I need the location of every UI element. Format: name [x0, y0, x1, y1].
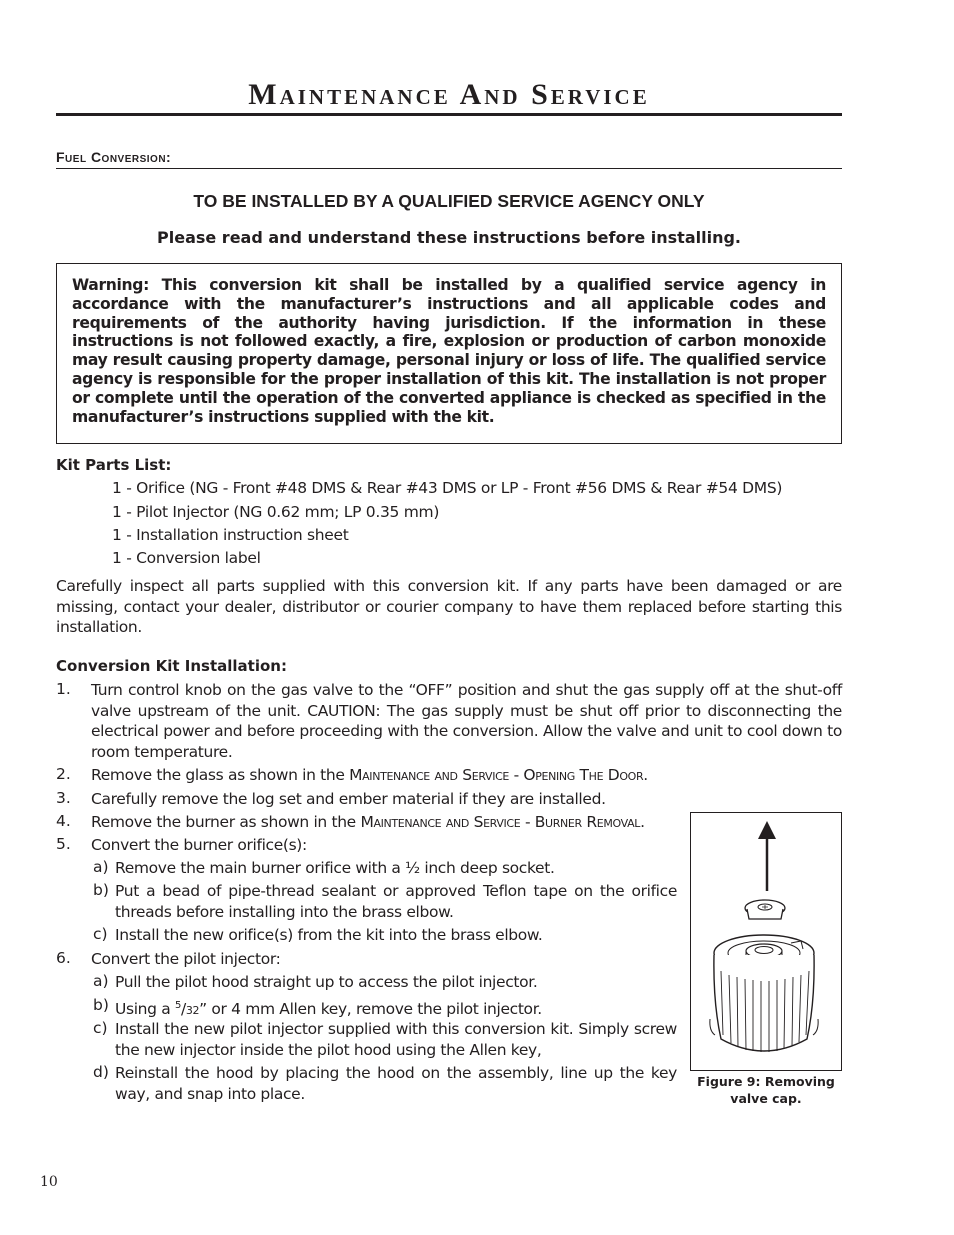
figure-valve-cap	[690, 812, 842, 1071]
step-text: Convert the burner orifice(s):	[91, 836, 307, 854]
kit-item: 1 - Conversion label	[112, 549, 261, 567]
substep-letter: c)	[93, 925, 108, 943]
qualified-agency-notice: TO BE INSTALLED BY A QUALIFIED SERVICE AGENCY ONLY	[193, 191, 705, 211]
kit-item: 1 - Orifice (NG - Front #48 DMS & Rear #43 DMS or LP - Front #56 DMS & Rear #54 DMS)	[112, 479, 783, 497]
substep-text: Pull the pilot hood straight up to access the pilot injector.	[115, 973, 538, 991]
step-text-end: .	[643, 766, 648, 784]
step-text	[91, 765, 842, 786]
kit-item: 1 - Installation instruction sheet	[112, 526, 349, 544]
substep-text-post: ” or 4 mm Allen key, remove the pilot injector.	[199, 1000, 542, 1019]
step-number: 1.	[56, 680, 71, 698]
step-text	[91, 812, 681, 833]
installation-label: Conversion Kit Installation:	[56, 657, 287, 675]
step-number: 5.	[56, 835, 71, 853]
substep-text: Reinstall the hood by placing the hood on the assembly, line up the key way, and snap into place.	[115, 1064, 677, 1103]
read-instructions-notice: Please read and understand these instructions before installing.	[157, 228, 741, 247]
substep-text: Install the new pilot injector supplied with this conversion kit. Simply screw the new injector inside the pilot hood using the Allen key,	[115, 1020, 677, 1059]
step-text: Carefully remove the log set and ember material if they are installed.	[91, 790, 606, 808]
substep-text: Put a bead of pipe-thread sealant or approved Teflon tape on the orifice threads before installing into the brass elbow.	[115, 882, 677, 921]
inspect-paragraph: Carefully inspect all parts supplied with this conversion kit. If any parts have been damaged or are missing, contact your dealer, distributor or courier company to have them replaced before starting this installation.	[56, 577, 842, 637]
substep-text: Remove the main burner orifice with a ½ inch deep socket.	[115, 859, 555, 877]
substep-text-pre: Using a	[115, 1000, 175, 1019]
step-text-main: Remove the burner as shown in the	[91, 813, 361, 831]
warning-box	[56, 263, 842, 444]
section-rule	[56, 168, 842, 169]
step-number: 4.	[56, 812, 71, 830]
fraction-slash: /	[180, 1000, 186, 1019]
figure-caption: Figure 9: Removing valve cap.	[697, 1074, 835, 1106]
substep-letter: a)	[93, 858, 109, 876]
substep-letter: b)	[93, 996, 109, 1014]
kit-item: 1 - Pilot Injector (NG 0.62 mm; LP 0.35 mm)	[112, 503, 440, 521]
step-number: 2.	[56, 765, 71, 783]
step-text-end: .	[640, 813, 645, 831]
fraction-numerator: 5	[174, 1000, 181, 1011]
title-rule	[56, 113, 842, 116]
warning-text: Warning: This conversion kit shall be installed by a qualified service agency in accordance with the manufacturer’s instructions and all applicable codes and requirements of the authority having jurisdiction. If the information in these instructions is not followed exactly, a fire, explosion or production of carbon monoxide may result causing property damage, personal injury or loss of life. The qualified service agency is responsible for the proper installation of this kit. The installation is not proper or complete until the operation of the converted appliance is checked as specified in the manufacturer’s instructions supplied with the kit.	[72, 276, 826, 426]
step-text: Convert the pilot injector:	[91, 950, 281, 968]
section-heading: Fuel Conversion:	[56, 149, 172, 165]
substep-letter: d)	[93, 1063, 109, 1081]
kit-parts-label: Kit Parts List:	[56, 456, 172, 474]
substep-letter: b)	[93, 881, 109, 899]
section-reference: Maintenance and Service - Burner Removal	[360, 813, 641, 831]
section-reference: Maintenance and Service - Opening The Door	[349, 766, 644, 784]
step-number: 3.	[56, 789, 71, 807]
page-number: 10	[40, 1174, 58, 1190]
step-text-main: Remove the glass as shown in the	[91, 766, 350, 784]
fraction-denominator: 32	[185, 1004, 200, 1018]
valve-cap-illustration	[691, 813, 841, 1070]
substep-text	[115, 996, 677, 1022]
page-title: Maintenance And Service	[248, 78, 650, 111]
step-number: 6.	[56, 949, 71, 967]
substep-letter: a)	[93, 972, 109, 990]
step-text: Turn control knob on the gas valve to the “OFF” position and shut the gas supply off at the shut-off valve upstream of the unit. CAUTION: The gas supply must be shut off prior to disconnecting the electrical power and before proceeding with the conversion. Allow the valve and unit to cool down to room temperature.	[91, 681, 842, 761]
substep-letter: c)	[93, 1019, 108, 1037]
substep-text: Install the new orifice(s) from the kit into the brass elbow.	[115, 926, 543, 944]
